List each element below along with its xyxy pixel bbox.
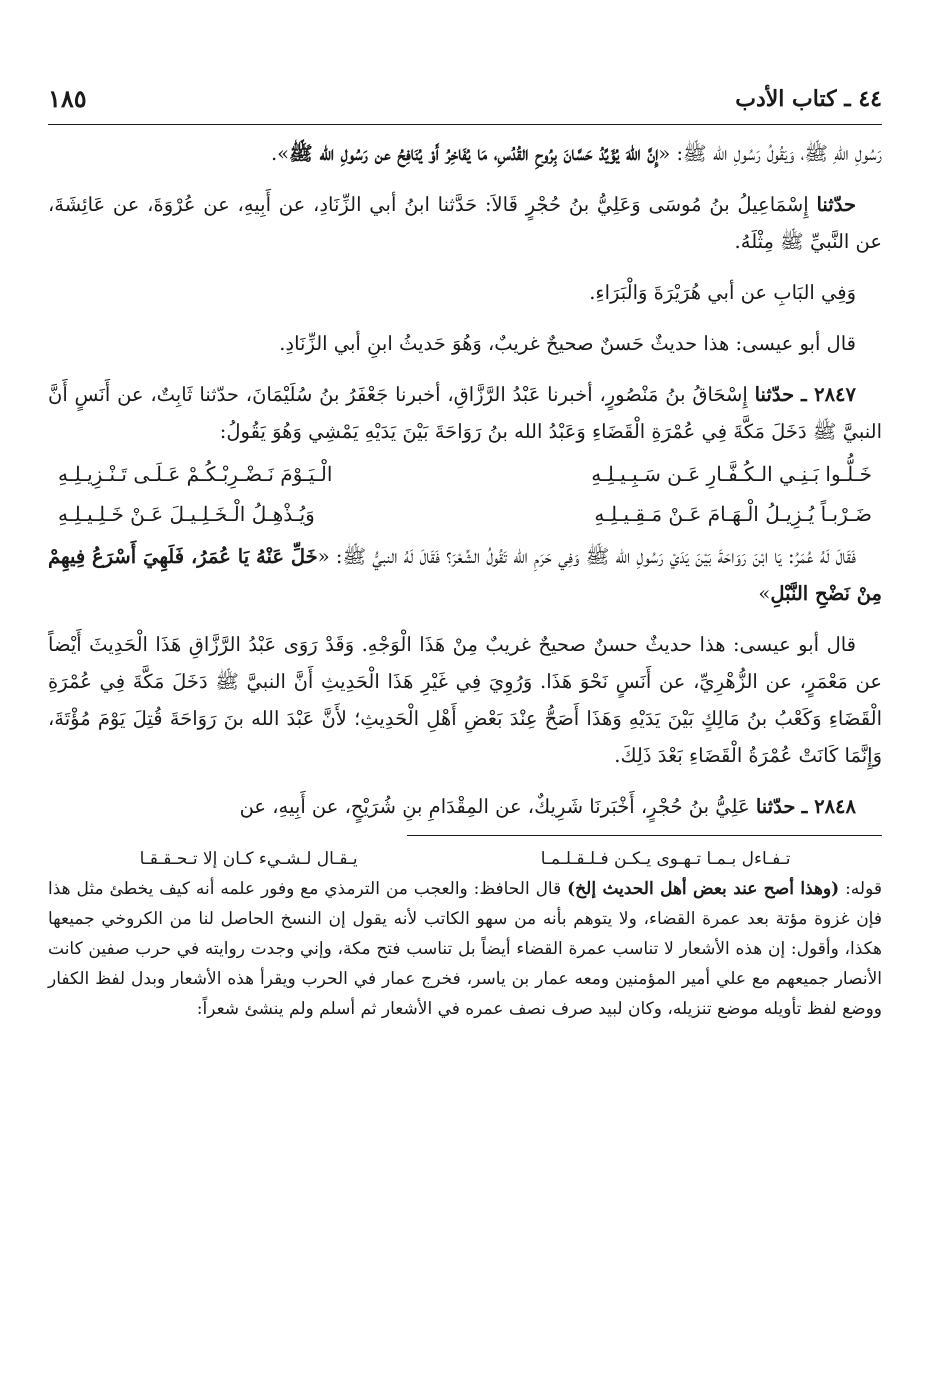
paragraph-umar: فَقَالَ لَهُ عُمَرُ: يَا ابْنَ رَوَاحَةَ بَيْنَ يَدَيْ رَسُولِ الله ﷺ وَفِي حَرَمِ الله تَقُولُ الشِّعْرَ؟ فَقَالَ لَهُ النبيُّ ﷺ: «خَلِّ عَنْهُ يَا عُمَرُ، فَلَهِيَ أَسْرَعُ فِيهِمْ مِنْ نَضْحِ النَّبْلِ»: [48, 545, 882, 605]
paragraph-commentary: قال أبو عيسى: هذا حديثٌ حسنٌ صحيحٌ غريبٌ مِنْ هَذَا الْوَجْهِ. وَقَدْ رَوَى عَبْدُ الرَّزَّاقِ هَذَا الْحَدِيثَ أَيْضاً عن مَعْمَرٍ، عن الزُّهْرِيِّ، عن أَنَسٍ نَحْوَ هَذَا. وَرُوِيَ فِي غَيْرِ هَذَا الْحَدِيثِ أَنَّ النبيَّ ﷺ دَخَلَ مَكَّةَ فِي عُمْرَةِ الْقَضَاءِ وَكَعْبُ بنُ مَالِكٍ بَيْنَ يَدَيْهِ وَهَذَا أَصَحُّ عِنْدَ بَعْضِ أَهْلِ الْحَدِيثِ؛ لأَنَّ عَبْدَ الله بنَ رَوَاحَةَ قُتِلَ يَوْمَ مُؤْتَةَ، وَإِنَّمَا كَانَتْ عُمْرَةُ الْقَضَاءِ بَعْدَ ذَلِكَ.: [48, 633, 882, 767]
narration-lead: حدّثنا: [755, 795, 796, 818]
prophetic-saying: خَلِّ عَنْهُ يَا عُمَرُ، فَلَهِيَ أَسْرَعُ فِيهِمْ مِنْ نَضْحِ النَّبْلِ: [48, 545, 882, 605]
book-title: ٤٤ ـ كتاب الأدب: [735, 86, 882, 112]
footnote-text: قوله: (وهذا أصح عند بعض أهل الحديث إلخ) قال الحافظ: والعجب من الترمذي مع وفور علمه أنه كيف يخطئ مثل هذا فإن غزوة مؤتة بعد عمرة القضاء، ولا يتوهم بأنه من سهو الكاتب لأنه يقول إن النسخ الحاصل لنا من الكروخي جميعها هكذا، وأقول: إن هذه الأشعار لا تناسب عمرة القضاء أيضاً بل تناسب فتح مكة، وإني وجدت روايته في حرب صفين كانت الأنصار جميعهم مع علي أمير المؤمنين ومعه عمار بن ياسر، فخرج عمار في الحرب ويقرأ هذه الأشعار وبدل لفظ الكفار ووضع لفظ تأويله موضع تنزيله، وكان لبيد صرف نصف عمره في الأشعار ثم أسلم ولم ينشئ شعراً:: [48, 879, 883, 1019]
book-page: [48, 80, 882, 1362]
verse-line: [48, 494, 882, 534]
footnote-quote: (وهذا أصح عند بعض أهل الحديث إلخ): [567, 879, 840, 899]
verse-hemistich: ضَـرْبـاً يُـزِيـلُ الْـهَـامَ عَـنْ مَـقِـيـلِـهِ: [594, 502, 872, 526]
hadith-number: ٢٨٤٨ ـ: [801, 795, 856, 818]
paragraph-hadith-2847: ٢٨٤٧ ـ حدّثنا إِسْحَاقُ بنُ مَنْصُورٍ، أخبرنا عَبْدُ الرَّزَّاقِ، أخبرنا جَعْفَرُ بنُ سُلَيْمَانَ، حدّثنا ثَابِتٌ، عن أَنَسٍ أَنَّ النبيَّ ﷺ دَخَلَ مَكَّةَ فِي عُمْرَةِ الْقَضَاءِ وَعَبْدُ الله بنُ رَوَاحَةَ بَيْنَ يَدَيْهِ يَمْشِي وَهُوَ يَقُولُ:: [48, 383, 882, 443]
paragraph-grading: قال أبو عيسى: هذا حديثٌ حَسنٌ صحيحٌ غريبٌ، وَهُوَ حَديثُ ابنِ أبي الزِّنَادِ.: [279, 332, 856, 355]
poem-verses: [48, 454, 882, 534]
verse-line: [48, 454, 882, 494]
verse-hemistich: خَـلُّـوا بَـنِـي الـكُـفَّـارِ عَـن سَـبِـيـلِـهِ: [591, 462, 872, 486]
paragraph-isnad: حدّثنا إِسْمَاعِيلُ بنُ مُوسَى وَعَلِيُّ بنُ حُجْرٍ قَالاَ: حَدَّثنا ابنُ أبي الزِّنَادِ، عن أَبِيهِ، عن عُرْوَةَ، عن عَائِشَةَ، عن النَّبيِّ ﷺ مِثْلَهُ.: [48, 193, 882, 253]
verse-hemistich: الْـيَـوْمَ نَـضْـرِبْـكُـمْ عَـلَـى تَـنْـزِيـلِـهِ: [58, 462, 333, 486]
narration-lead: حدّثنا: [754, 383, 795, 406]
paragraph-bab: وَفِي البَابِ عن أبي هُرَيْرَةَ وَالْبَرَاءِ.: [589, 281, 856, 304]
footnote-verse: [48, 844, 882, 874]
verse-hemistich: تـفـاءل بـمـا تـهـوى يـكـن فـلـقـلـمـا: [540, 849, 791, 869]
header-rule: [48, 124, 882, 125]
narration-lead: حدّثنا: [816, 193, 856, 216]
page-number: ١٨٥: [48, 84, 87, 113]
verse-hemistich: يـقـال لـشـيء كـان إلا تـحـقـقـا: [139, 849, 358, 869]
paragraph-hadith-2848: ٢٨٤٨ ـ حدّثنا عَلِيُّ بنُ حُجْرٍ، أَخْبَرنَا شَرِيكٌ، عن المِقْدَامِ بنِ شُرَيْحٍ، عن أَبِيهِ، عن: [239, 795, 856, 818]
paragraph-hadith-end: رَسُولِ اللهِ ﷺ، وَيَقُولُ رَسُولِ الله ﷺ: «إِنَّ اللهَ يُؤَيِّدُ حَسَّانَ بِرُوحِ القُدُسِ، مَا يُفَاخِرُ أَوْ يُنَافِحُ عن رَسُولِ الله ﷺ».: [270, 142, 882, 165]
footnote-rule: [407, 835, 882, 836]
hadith-number: ٢٨٤٧ ـ: [800, 383, 856, 406]
prophetic-saying: إِنَّ اللهَ يُؤَيِّدُ حَسَّانَ بِرُوحِ القُدُسِ، مَا يُفَاخِرُ أَوْ يُنَافِحُ عن رَسُولِ الله ﷺ: [289, 142, 659, 165]
running-head: [48, 80, 882, 124]
verse-hemistich: وَيُـذْهِـلُ الْـخَـلِـيـلَ عَـنْ خَـلِـيـلِـهِ: [58, 502, 315, 526]
footnote: [48, 844, 882, 1024]
